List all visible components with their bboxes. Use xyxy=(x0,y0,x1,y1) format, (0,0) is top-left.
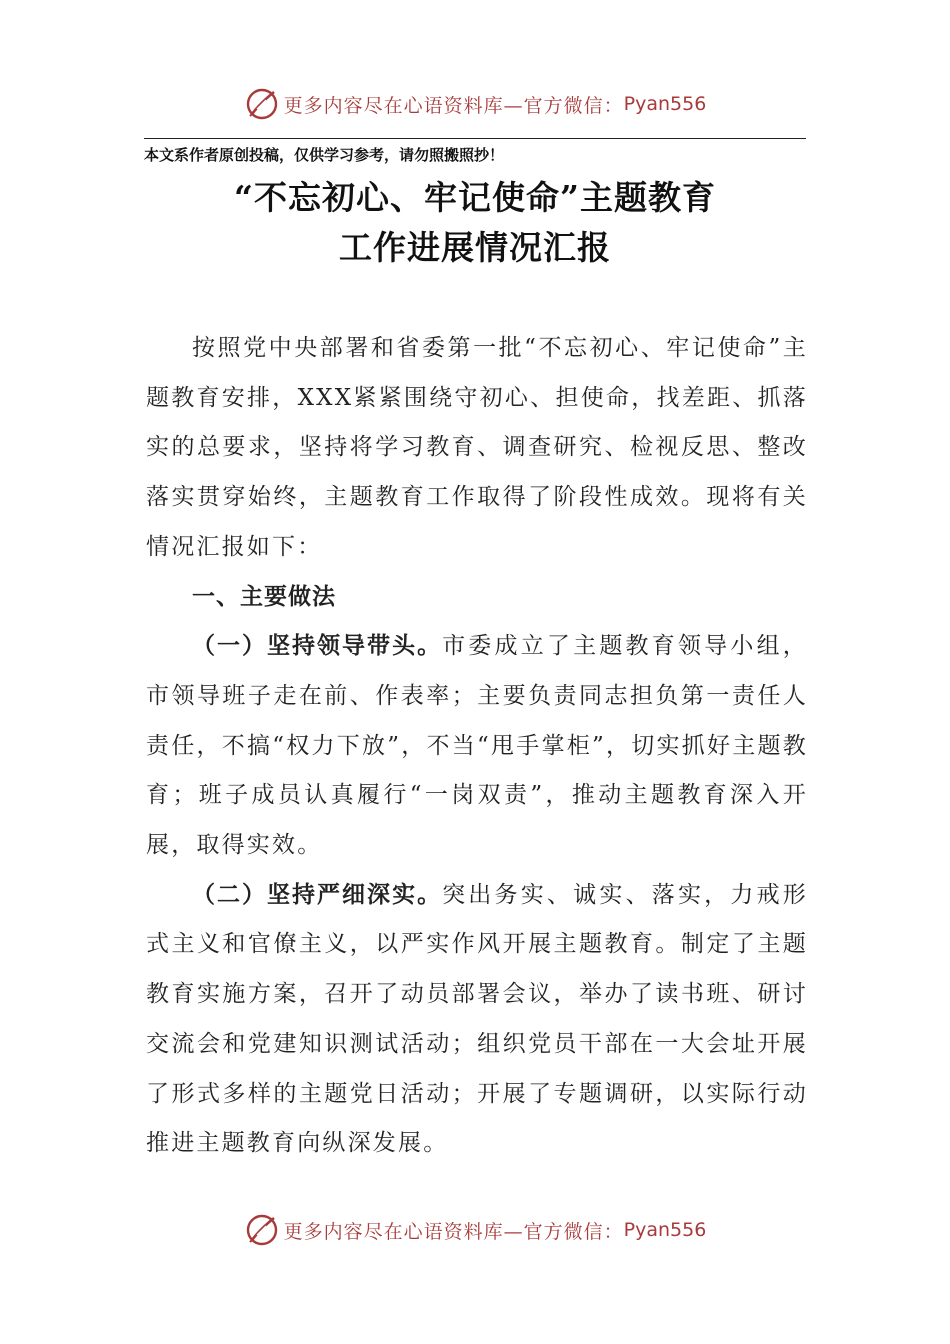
item2-lead: （二）坚持严细深实。 xyxy=(192,881,443,908)
footer-watermark xyxy=(0,1212,950,1248)
item1-text: 市委成立了主题教育领导小组，市领导班子走在前、作表率；主要负责同志担负第一责任人责任，不搞“权力下放”，不当“甩手掌柜”，切实抓好主题教育；班子成员认真履行“一岗双责”，推动主题教育深入开展，取得实效。 xyxy=(146,633,808,859)
document-body xyxy=(146,324,808,1169)
intro-paragraph: 按照党中央部署和省委第一批“不忘初心、牢记使命”主题教育安排，XXX紧紧围绕守初心、担使命，找差距、抓落实的总要求，坚持将学习教育、调查研究、检视反思、整改落实贯穿始终，主题教育工作取得了阶段性成效。现将有关情况汇报如下： xyxy=(146,335,808,560)
watermark-text: 更多内容尽在心语资料库—官方微信： xyxy=(283,1220,624,1243)
watermark-wechat-id: Pyan556 xyxy=(623,93,707,115)
item1-lead: （一）坚持领导带头。 xyxy=(192,633,443,660)
section-heading: 一、主要做法 xyxy=(192,583,336,610)
watermark-wechat-id: Pyan556 xyxy=(623,1219,707,1241)
document-title-line1: “不忘初心、牢记使命”主题教育 xyxy=(234,178,716,217)
item2-paragraph xyxy=(146,871,808,1169)
document-title-line2: 工作进展情况汇报 xyxy=(339,228,611,267)
item1-paragraph xyxy=(146,622,808,871)
quill-logo-icon xyxy=(244,1212,280,1248)
header-watermark xyxy=(0,86,950,122)
quill-logo-icon xyxy=(244,86,280,122)
copyright-notice: 本文系作者原创投稿，仅供学习参考，请勿照搬照抄！ xyxy=(144,146,505,164)
header-divider xyxy=(144,138,806,139)
watermark-text: 更多内容尽在心语资料库—官方微信： xyxy=(283,94,624,117)
item2-text: 突出务实、诚实、落实，力戒形式主义和官僚主义，以严实作风开展主题教育。制定了主题教育实施方案，召开了动员部署会议，举办了读书班、研讨交流会和党建知识测试活动；组织党员干部在一大会址开展了形式多样的主题党日活动；开展了专题调研，以实际行动推进主题教育向纵深发展。 xyxy=(146,881,808,1157)
